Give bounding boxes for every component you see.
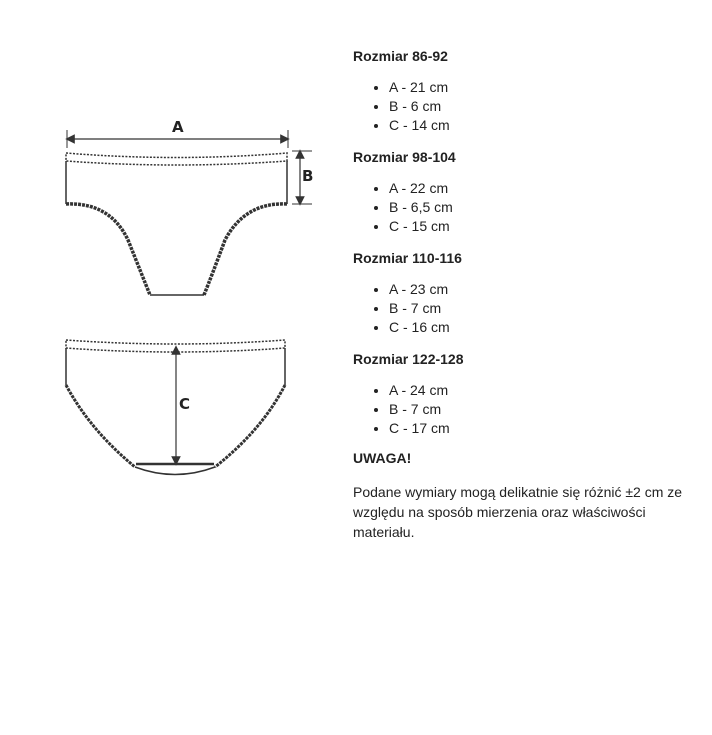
list-item: • A - 23 cm — [389, 280, 698, 299]
list-item: • C - 17 cm — [389, 419, 698, 438]
size-title: Rozmiar 122-128 — [353, 351, 464, 367]
list-item: • A - 24 cm — [389, 381, 698, 400]
back-view — [66, 340, 285, 475]
size-list — [353, 78, 698, 135]
size-section — [353, 147, 698, 236]
list-item: • C - 16 cm — [389, 318, 698, 337]
size-title: Rozmiar 86-92 — [353, 48, 448, 64]
size-section — [353, 46, 698, 135]
size-title: Rozmiar 110-116 — [353, 250, 462, 266]
briefs-diagram-svg — [50, 110, 340, 500]
label-a: A — [172, 118, 184, 136]
label-c: C — [179, 395, 191, 413]
list-item: • A - 21 cm — [389, 78, 698, 97]
label-b: B — [302, 167, 314, 185]
list-item: • C - 14 cm — [389, 116, 698, 135]
list-item: • A - 22 cm — [389, 179, 698, 198]
size-list — [353, 381, 698, 438]
list-item: • B - 7 cm — [389, 400, 698, 419]
list-item: • C - 15 cm — [389, 217, 698, 236]
front-view — [66, 130, 312, 295]
note-text: Podane wymiary mogą delikatnie się różnić ±2 cm ze względu na sposób mierzenia oraz właściwości materiału. — [353, 484, 683, 540]
note-title: UWAGA! — [353, 450, 412, 466]
size-diagram — [50, 110, 340, 500]
size-section — [353, 248, 698, 337]
size-list — [353, 280, 698, 337]
size-info — [353, 46, 698, 542]
size-list — [353, 179, 698, 236]
size-title: Rozmiar 98-104 — [353, 149, 456, 165]
list-item: • B - 6 cm — [389, 97, 698, 116]
size-section — [353, 349, 698, 438]
list-item: • B - 6,5 cm — [389, 198, 698, 217]
list-item: • B - 7 cm — [389, 299, 698, 318]
